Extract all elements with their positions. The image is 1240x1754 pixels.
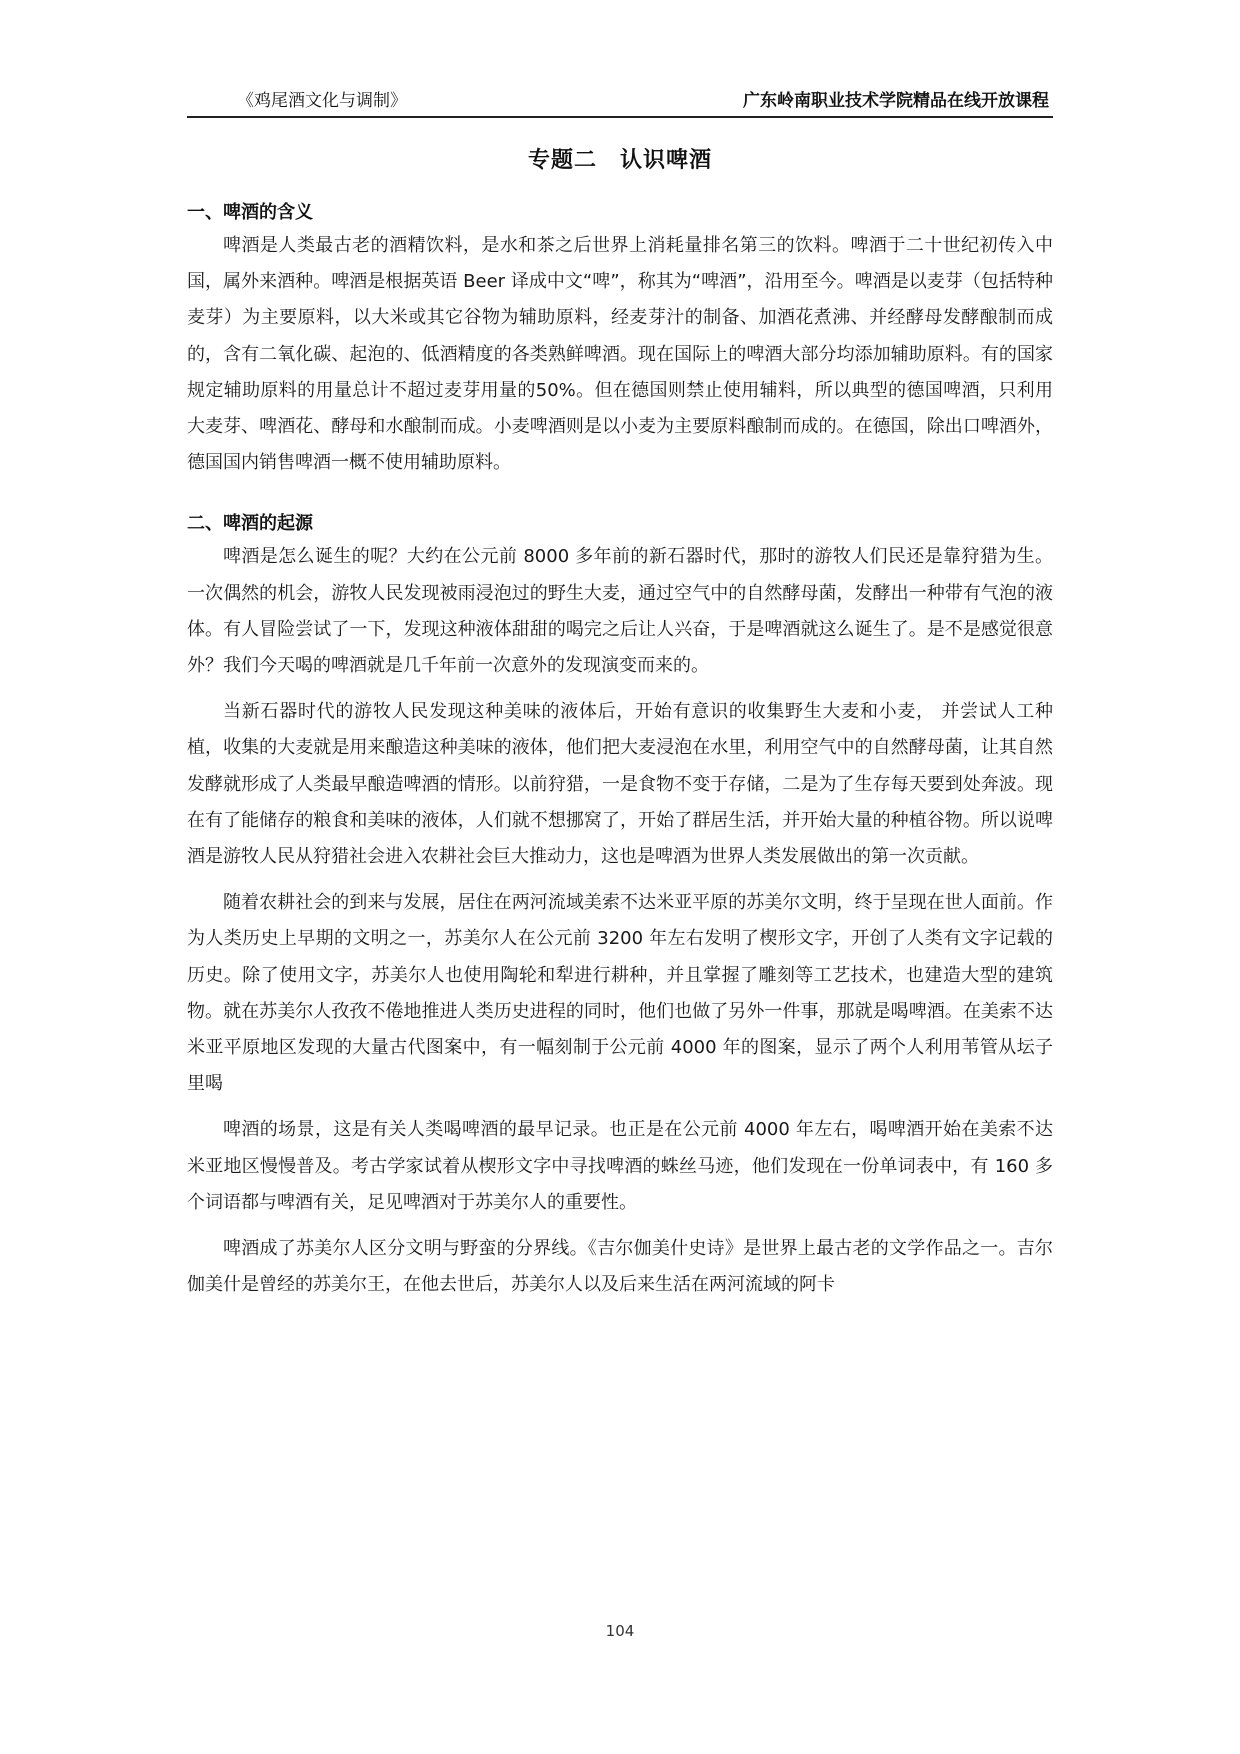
- paragraph: 啤酒是怎么诞生的呢？大约在公元前 8000 多年前的新石器时代，那时的游牧人们民还是靠狩猎为生。 一次偶然的机会，游牧人民发现被雨浸泡过的野生大麦，通过空气中的自然酵母菌，发酵出一种带有气泡的液体。有人冒险尝试了一下，发现这种液体甜甜的喝完之后让人兴奋，于是啤酒就这么诞生了。是不是感觉很意外？我们今天喝的啤酒就是几千年前一次意外的发现演变而来的。: [187, 546, 1053, 677]
- header-course-title: 《鸡尾酒文化与调制》: [237, 91, 407, 111]
- page-number: 104: [605, 1622, 635, 1640]
- paragraph: 当新石器时代的游牧人民发现这种美味的液体后，开始有意识的收集野生大麦和小麦， 并尝试人工种植，收集的大麦就是用来酿造这种美味的液体，他们把大麦浸泡在水里，利用空气中的自然酵母菌，让其自然发酵就形成了人类最早酿造啤酒的情形。以前狩猎，一是食物不变于存储，二是为了生存每天要到处奔波。现在有了能储存的粮食和美味的液体，人们就不想挪窝了，开始了群居生活，并开始大量的种植谷物。所以说啤酒是游牧人民从狩猎社会进入农耕社会巨大推动力，这也是啤酒为世界人类发展做出的第一次贡献。: [187, 701, 1053, 868]
- paragraph: 啤酒成了苏美尔人区分文明与野蛮的分界线。《吉尔伽美什史诗》是世界上最古老的文学作品之一。吉尔伽美什是曾经的苏美尔王，在他去世后，苏美尔人以及后来生活在两河流域的阿卡: [187, 1238, 1053, 1296]
- section-heading: 一、啤酒的含义: [187, 202, 313, 223]
- main-content: [187, 198, 1053, 1303]
- section-origin: [187, 509, 1053, 1303]
- section-meaning: [187, 198, 1053, 481]
- paragraph: 随着农耕社会的到来与发展，居住在两河流域美索不达米亚平原的苏美尔文明，终于呈现在世人面前。作为人类历史上早期的文明之一，苏美尔人在公元前 3200 年左右发明了楔形文字，开创了人类有文字记载的历史。除了使用文字，苏美尔人也使用陶轮和犁进行耕种，并且掌握了雕刻等工艺技术，也建造大型的建筑物。就在苏美尔人孜孜不倦地推进人类历史进程的同时，他们也做了另外一件事，那就是喝啤酒。在美索不达米亚平原地区发现的大量古代图案中，有一幅刻制于公元前 4000 年的图案，显示了两个人利用苇管从坛子里喝: [187, 892, 1053, 1095]
- page-title: 专题二 认识啤酒: [527, 148, 712, 173]
- header-institution: 广东岭南职业技术学院精品在线开放课程: [743, 91, 1049, 111]
- section-heading: 二、啤酒的起源: [187, 513, 313, 535]
- paragraph: 啤酒的场景，这是有关人类喝啤酒的最早记录。也正是在公元前 4000 年左右，喝啤酒开始在美索不达米亚地区慢慢普及。考古学家试着从楔形文字中寻找啤酒的蛛丝马迹，他们发现在一份单词表中，有 160 多个词语都与啤酒有关，足见啤酒对于苏美尔人的重要性。: [187, 1119, 1053, 1213]
- paragraph: 啤酒是人类最古老的酒精饮料，是水和茶之后世界上消耗量排名第三的饮料。啤酒于二十世纪初传入中国，属外来酒种。啤酒是根据英语 Beer 译成中文“啤”，称其为“啤酒”，沿用至今。啤酒是以麦芽（包括特种麦芽）为主要原料，以大米或其它谷物为辅助原料，经麦芽汁的制备、加酒花煮沸、并经酵母发酵酿制而成的，含有二氧化碳、起泡的、低酒精度的各类熟鲜啤酒。现在国际上的啤酒大部分均添加辅助原料。有的国家规定辅助原料的用量总计不超过麦芽用量的50%。但在德国则禁止使用辅料，所以典型的德国啤酒，只利用大麦芽、啤酒花、酵母和水酿制而成。小麦啤酒则是以小麦为主要原料酿制而成的。在德国，除出口啤酒外，德国国内销售啤酒一概不使用辅助原料。: [187, 235, 1053, 474]
- page-header: [187, 84, 1053, 118]
